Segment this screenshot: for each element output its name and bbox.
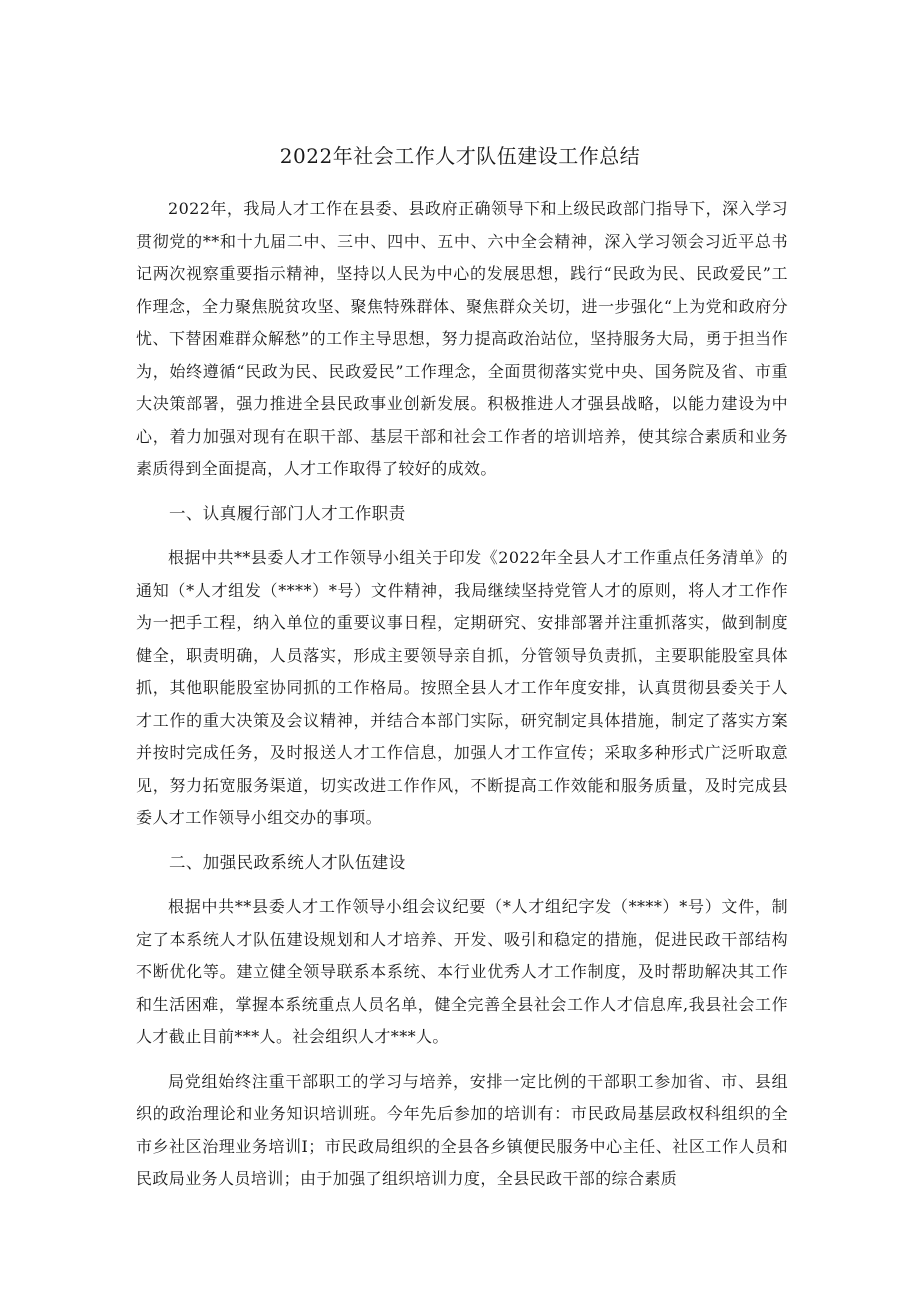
section-2-heading: 二、加强民政系统人才队伍建设 [169,852,406,872]
section-2-paragraph-2: 局党组始终注重干部职工的学习与培养，安排一定比例的干部职工参加省、市、县组织的政治理论和业务知识培训班。今年先后参加的培训有：市民政局基层政权科组织的全市乡社区治理业务培训I；市民政局组织的全县各乡镇便民服务中心主任、社区工作人员和民政局业务人员培训；由于加强了组织培训力度，全县民政干部的综合素质 [136,1071,788,1188]
section-1-heading: 一、认真履行部门人才工作职责 [169,503,406,523]
document-body [136,193,788,1208]
intro-paragraph: 2022年，我局人才工作在县委、县政府正确领导下和上级民政部门指导下，深入学习贯彻党的**和十九届二中、三中、四中、五中、六中全会精神，深入学习领会习近平总书记两次视察重要指示精神，坚持以人民为中心的发展思想，践行“民政为民、民政爱民”工作理念，全力聚焦脱贫攻坚、聚焦特殊群体、聚焦群众关切，进一步强化“上为党和政府分忧、下替困难群众解愁”的工作主导思想，努力提高政治站位，坚持服务大局，勇于担当作为，始终遵循“民政为民、民政爱民”工作理念，全面贯彻落实党中央、国务院及省、市重大决策部署，强力推进全县民政事业创新发展。积极推进人才强县战略，以能力建设为中心，着力加强对现有在职干部、基层干部和社会工作者的培训培养，使其综合素质和业务素质得到全面提高，人才工作取得了较好的成效。 [136,199,788,478]
document-title: 2022年社会工作人才队伍建设工作总结 [279,144,641,168]
section-2-paragraph-1: 根据中共**县委人才工作领导小组会议纪要（*人才组纪字发（****）*号）文件，制定了本系统人才队伍建设规划和人才培养、开发、吸引和稳定的措施，促进民政干部结构不断优化等。建立健全领导联系本系统、本行业优秀人才工作制度，及时帮助解决其工作和生活困难，掌握本系统重点人员名单，健全完善全县社会工作人才信息库,我县社会工作人才截止目前***人。社会组织人才***人。 [136,897,788,1046]
section-1-paragraph: 根据中共**县委人才工作领导小组关于印发《2022年全县人才工作重点任务清单》的通知（*人才组发（****）*号）文件精神，我局继续坚持党管人才的原则，将人才工作作为一把手工程，纳入单位的重要议事日程，定期研究、安排部署并注重抓落实，做到制度健全，职责明确，人员落实，形成主要领导亲自抓，分管领导负责抓，主要职能股室具体抓，其他职能股室协同抓的工作格局。按照全县人才工作年度安排，认真贯彻县委关于人才工作的重大决策及会议精神，并结合本部门实际，研究制定具体措施，制定了落实方案并按时完成任务，及时报送人才工作信息，加强人才工作宣传；采取多种形式广泛听取意见，努力拓宽服务渠道，切实改进工作作风，不断提高工作效能和服务质量，及时完成县委人才工作领导小组交办的事项。 [136,548,788,827]
